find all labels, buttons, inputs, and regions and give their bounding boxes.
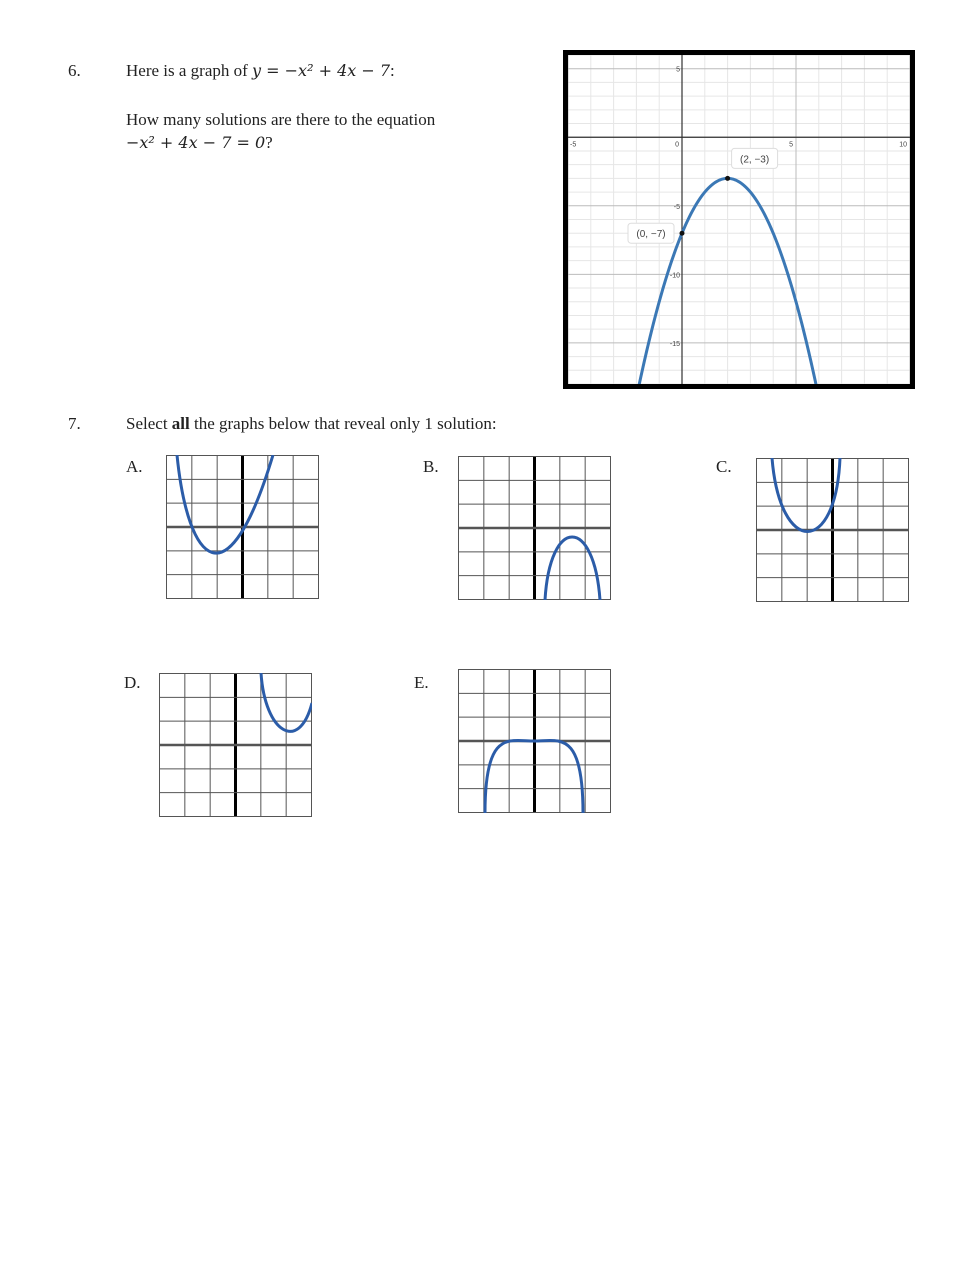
option-a-label[interactable]: A. bbox=[126, 457, 143, 476]
question-7-prompt bbox=[126, 412, 497, 436]
y-tick-label: 5 bbox=[676, 66, 680, 74]
option-c-svg bbox=[756, 458, 909, 602]
y-tick-label: -5 bbox=[673, 203, 680, 211]
question-end: ? bbox=[265, 133, 273, 152]
x-tick-label: 5 bbox=[789, 141, 793, 149]
intro-end: : bbox=[390, 61, 395, 80]
option-c-label[interactable]: C. bbox=[716, 457, 732, 476]
option-b-label[interactable]: B. bbox=[423, 457, 439, 476]
option-a-svg bbox=[166, 455, 319, 599]
parabola-graph-svg bbox=[563, 50, 915, 389]
question-6-question: How many solutions are there to the equation bbox=[126, 110, 436, 129]
question-6-intro bbox=[126, 59, 395, 83]
option-e-graph[interactable] bbox=[458, 669, 611, 813]
y-tick-label: -15 bbox=[669, 340, 680, 348]
option-e-svg bbox=[458, 669, 611, 813]
intro-text: Here is a graph of bbox=[126, 61, 253, 80]
point-label: (0, −7) bbox=[636, 229, 666, 241]
point-label: (2, −3) bbox=[740, 154, 770, 166]
option-b-svg bbox=[458, 456, 611, 600]
prompt-after: the graphs below that reveal only 1 solution: bbox=[189, 414, 497, 433]
equation-2: −x² + 4x − 7 = 0 bbox=[126, 133, 266, 152]
parabola-graph bbox=[563, 50, 915, 389]
x-tick-label: 0 bbox=[675, 141, 679, 149]
option-d-label[interactable]: D. bbox=[124, 673, 141, 692]
x-tick-label: 10 bbox=[899, 141, 907, 149]
option-d-svg bbox=[159, 673, 312, 817]
question-6-equation-line bbox=[126, 131, 273, 155]
option-b-graph[interactable] bbox=[458, 456, 611, 600]
option-b-curve bbox=[545, 537, 600, 600]
equation: y = −x² + 4x − 7 bbox=[252, 61, 391, 80]
option-d-graph[interactable] bbox=[159, 673, 312, 817]
option-e-label[interactable]: E. bbox=[414, 673, 429, 692]
x-tick-label: -5 bbox=[570, 141, 577, 149]
option-a-graph[interactable] bbox=[166, 455, 319, 599]
option-c-graph[interactable] bbox=[756, 458, 909, 602]
question-6-number: 6. bbox=[68, 61, 81, 80]
y-tick-label: -10 bbox=[669, 272, 680, 280]
prompt-before: Select bbox=[126, 414, 172, 433]
point-marker bbox=[680, 231, 685, 236]
prompt-bold: all bbox=[171, 414, 190, 433]
point-marker bbox=[725, 176, 730, 181]
question-7-number: 7. bbox=[68, 414, 81, 433]
